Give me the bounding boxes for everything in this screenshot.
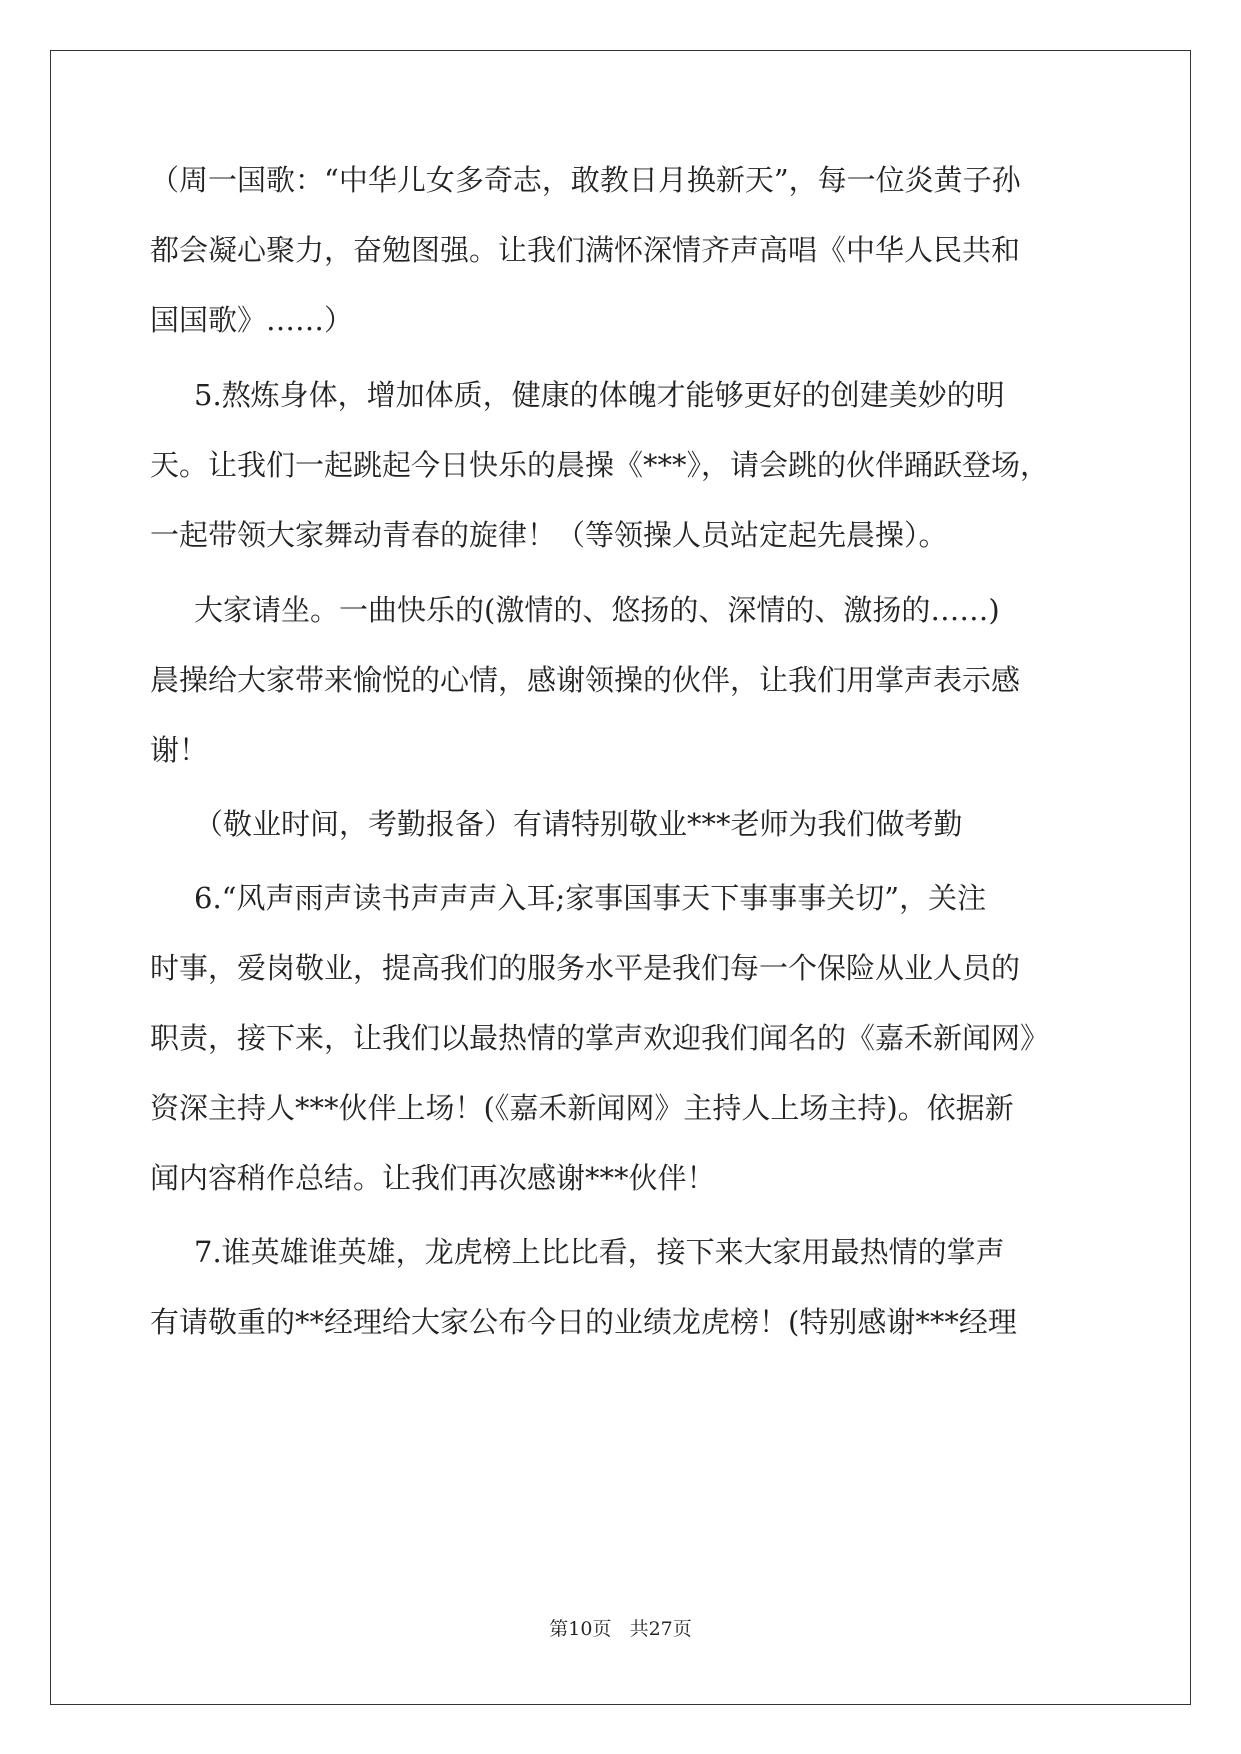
text-line: 7.谁英雄谁英雄，龙虎榜上比比看，接下来大家用最热情的掌声 xyxy=(194,1235,1005,1269)
page-number: 第10页 xyxy=(549,1618,612,1640)
text-line: 谢！ xyxy=(150,733,209,767)
text-line: 有请敬重的**经理给大家公布今日的业绩龙虎榜！(特别感谢***经理 xyxy=(150,1305,1017,1339)
text-line: 时事，爱岗敬业，提高我们的服务水平是我们每一个保险从业人员的 xyxy=(150,951,1021,985)
text-line: 国国歌》……） xyxy=(150,303,354,337)
text-line: 资深主持人***伙伴上场！(《嘉禾新闻网》主持人上场主持)。依据新 xyxy=(150,1091,1014,1125)
text-line: （周一国歌：“中华儿女多奇志，敢教日月换新天”，每一位炎黄子孙 xyxy=(150,163,1021,197)
text-line: 5.熬炼身体，增加体质，健康的体魄才能够更好的创建美妙的明 xyxy=(194,378,1005,412)
page-footer xyxy=(0,1614,1241,1641)
text-line: 职责，接下来，让我们以最热情的掌声欢迎我们闻名的《嘉禾新闻网》 xyxy=(150,1021,1050,1055)
text-line: 闻内容稍作总结。让我们再次感谢***伙伴！ xyxy=(150,1161,716,1195)
text-line: 都会凝心聚力，奋勉图强。让我们满怀深情齐声高唱《中华人民共和 xyxy=(150,233,1021,267)
text-line: 晨操给大家带来愉悦的心情，感谢领操的伙伴，让我们用掌声表示感 xyxy=(150,663,1021,697)
text-line: 一起带领大家舞动青春的旋律！（等领操人员站定起先晨操）。 xyxy=(150,518,948,552)
text-line: 天。让我们一起跳起今日快乐的晨操《***》，请会跳的伙伴踊跃登场， xyxy=(150,448,1050,482)
text-line: （敬业时间，考勤报备）有请特别敬业***老师为我们做考勤 xyxy=(194,807,963,841)
page-total: 共27页 xyxy=(629,1618,692,1640)
text-line: 大家请坐。一曲快乐的(激情的、悠扬的、深情的、激扬的……) xyxy=(194,593,1000,627)
text-line: 6.“风声雨声读书声声声入耳;家事国事天下事事事关切”，关注 xyxy=(194,881,987,915)
